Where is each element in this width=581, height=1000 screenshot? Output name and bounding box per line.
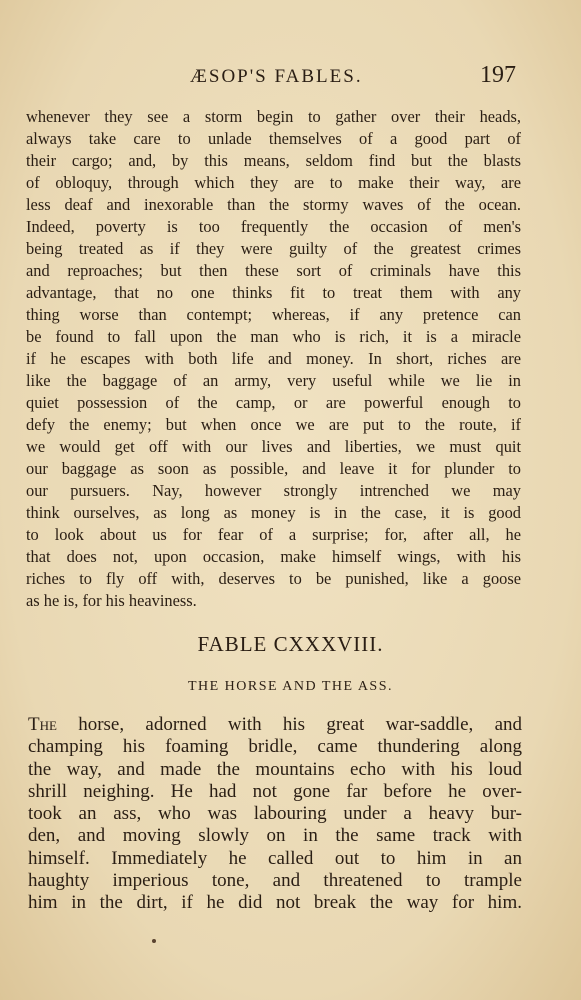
text-line: our pursuers. Nay, however strongly intrenched we may [26, 481, 521, 500]
text-line: defy the enemy; but when once we are put to the route, if [26, 415, 521, 434]
text-line: and reproaches; but then these sort of criminals have this [26, 261, 521, 280]
body-text [26, 106, 521, 612]
fable-text [28, 714, 522, 915]
fable-title: THE HORSE AND THE ASS. [187, 679, 394, 694]
text-line: we would get off with our lives and liberties, we must quit [26, 437, 521, 456]
fable-line: shrill neighing. He had not gone far before he over- [28, 780, 522, 802]
fable-first-line [28, 714, 522, 736]
text-line: our baggage as soon as possible, and leave it for plunder to [26, 459, 521, 478]
text-line: that does not, upon occasion, make himself wings, with his [26, 547, 521, 566]
page-header [0, 62, 581, 92]
fable-line: den, and moving slowly on in the same track with [28, 825, 522, 847]
fable-line: himself. Immediately he called out to him in an [28, 847, 522, 869]
text-line: whenever they see a storm begin to gather over their heads, [26, 107, 521, 126]
text-line: their cargo; and, by this means, seldom find but the blasts [26, 151, 521, 170]
text-line: always take care to unlade themselves of a good part of [26, 129, 521, 148]
text-line: as he is, for his heaviness. [26, 591, 197, 610]
fable-first-word: The [28, 714, 57, 735]
text-line: thing worse than contempt; whereas, if any pretence can [26, 305, 521, 324]
text-line: riches to fly off with, deserves to be punished, like a goose [26, 569, 521, 588]
fable-line-rest: horse, adorned with his great war-saddle, and [56, 714, 522, 735]
text-line: if he escapes with both life and money. In short, riches are [26, 349, 521, 368]
fable-line: the way, and made the mountains echo with his loud [28, 758, 522, 780]
running-head: ÆSOP'S FABLES. [190, 66, 363, 87]
fable-line: took an ass, who was labouring under a heavy bur- [28, 803, 522, 825]
text-line: think ourselves, as long as money is in the case, it is good [26, 503, 521, 522]
text-line: being treated as if they were guilty of the greatest crimes [26, 239, 521, 258]
text-line: to look about us for fear of a surprise; for, after all, he [26, 525, 521, 544]
text-line: Indeed, poverty is too frequently the occasion of men's [26, 217, 521, 236]
ink-speck [152, 939, 156, 943]
text-line: advantage, that no one thinks fit to treat them with any [26, 283, 521, 302]
text-line: like the baggage of an army, very useful while we lie in [26, 371, 521, 390]
fable-line: champing his foaming bridle, came thundering along [28, 736, 522, 758]
page-number: 197 [480, 62, 516, 88]
text-line: be found to fall upon the man who is rich, it is a miracle [26, 327, 521, 346]
text-line: of obloquy, through which they are to make their way, are [26, 173, 521, 192]
text-line: less deaf and inexorable than the stormy waves of the ocean. [26, 195, 521, 214]
fable-line: haughty imperious tone, and threatened to trample [28, 870, 522, 892]
fable-heading: FABLE CXXXVIII. [197, 632, 384, 656]
text-line: quiet possession of the camp, or are powerful enough to [26, 393, 521, 412]
fable-line: him in the dirt, if he did not break the way for him. [28, 892, 522, 914]
